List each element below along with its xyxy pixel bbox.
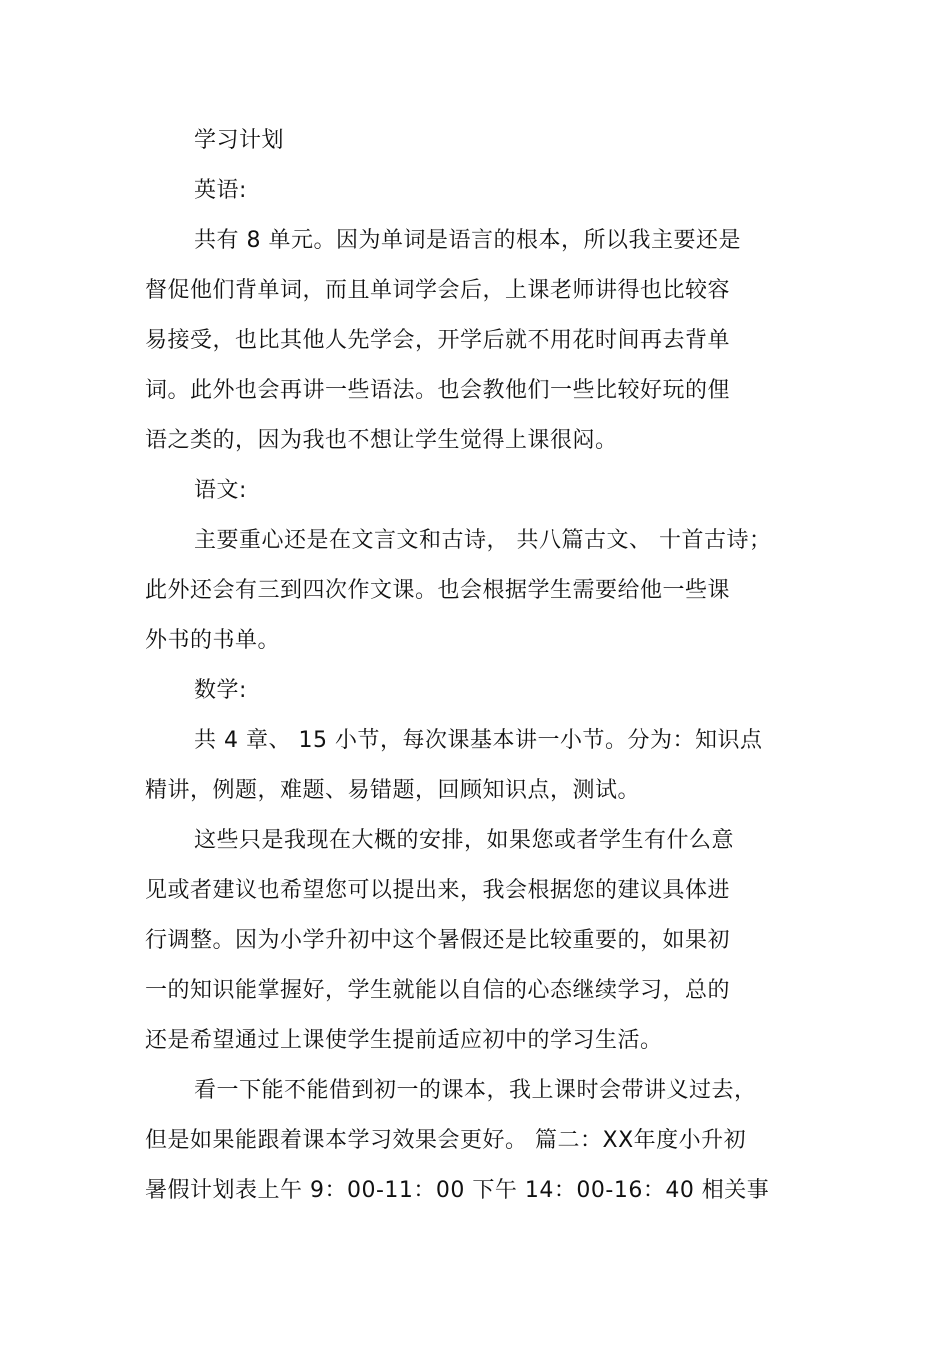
paragraph-line: 此外还会有三到四次作文课。也会根据学生需要给他一些课 (145, 578, 731, 603)
section-heading-english: 英语: (194, 178, 247, 203)
paragraph-line: 外书的书单。 (145, 628, 281, 653)
paragraph-line: 主要重心还是在文言文和古诗， 共八篇古文、 十首古诗； (194, 528, 772, 553)
paragraph-line: 这些只是我现在大概的安排，如果您或者学生有什么意 (194, 828, 735, 853)
paragraph-line: 词。此外也会再讲一些语法。也会教他们一些比较好玩的俚 (145, 378, 731, 403)
paragraph-line: 易接受，也比其他人先学会，开学后就不用花时间再去背单 (145, 328, 731, 353)
doc-title: 学习计划 (194, 128, 285, 153)
section-heading-math: 数学: (194, 678, 247, 703)
paragraph-line: 行调整。因为小学升初中这个暑假还是比较重要的，如果初 (145, 928, 731, 953)
paragraph-line: 语之类的，因为我也不想让学生觉得上课很闷。 (145, 428, 618, 453)
paragraph-line: 督促他们背单词，而且单词学会后，上课老师讲得也比较容 (145, 278, 731, 303)
paragraph-line: 精讲，例题，难题、易错题，回顾知识点，测试。 (145, 778, 641, 803)
paragraph-line: 共 4 章、 15 小节，每次课基本讲一小节。分为：知识点 (194, 728, 763, 753)
section-heading-chinese: 语文: (194, 478, 247, 503)
paragraph-line: 暑假计划表上午 9：00-11：00 下午 14：00-16：40 相关事 (145, 1178, 770, 1203)
paragraph-line: 见或者建议也希望您可以提出来，我会根据您的建议具体进 (145, 878, 731, 903)
paragraph-line: 但是如果能跟着课本学习效果会更好。 篇二：XX年度小升初 (145, 1128, 747, 1153)
paragraph-line: 共有 8 单元。因为单词是语言的根本，所以我主要还是 (194, 228, 741, 253)
paragraph-line: 一的知识能掌握好，学生就能以自信的心态继续学习，总的 (145, 978, 731, 1003)
paragraph-line: 看一下能不能借到初一的课本，我上课时会带讲义过去， (194, 1078, 757, 1103)
paragraph-line: 还是希望通过上课使学生提前适应初中的学习生活。 (145, 1028, 663, 1053)
